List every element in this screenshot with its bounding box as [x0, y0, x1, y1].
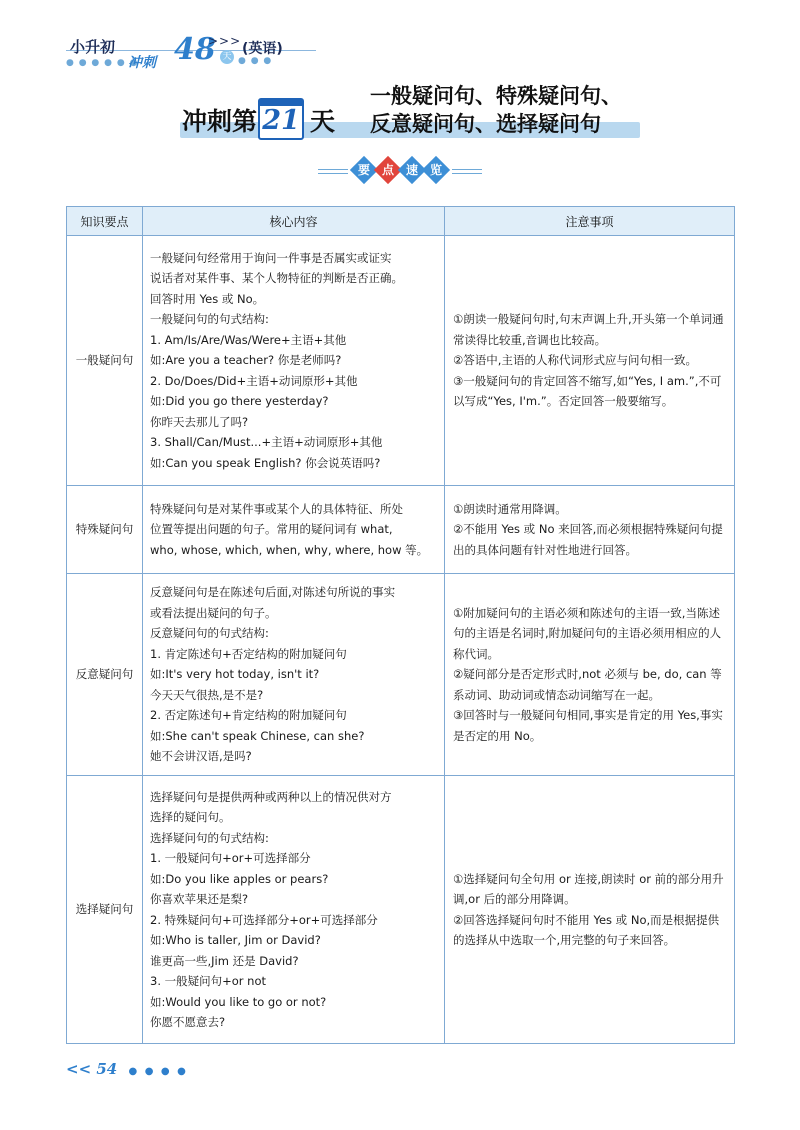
content-line: 选择的疑问句。: [150, 810, 231, 824]
row-notes: [445, 776, 735, 1044]
content-line: 如:Did you go there yesterday?: [150, 394, 329, 409]
knowledge-table: [66, 206, 735, 1044]
content-line: 如:She can't speak Chinese, can she?: [150, 728, 365, 743]
note-item: ②疑问部分是否定形式时,not 必须与 be, do, can 等系动词、助动词或情态动词缩写在一起。: [453, 667, 722, 702]
banner-dash-left: [318, 169, 348, 174]
banner-char: 点: [374, 156, 402, 184]
row-content: [143, 236, 445, 486]
footer-arrows: <<: [66, 1060, 92, 1078]
content-line: 选择疑问句的句式结构:: [150, 830, 269, 845]
row-content: [143, 776, 445, 1044]
header-subject: (英语): [242, 41, 283, 57]
content-line: 说话者对某件事、某个人物特征的判断是否正确。: [150, 271, 403, 286]
content-line: 特殊疑问句是对某件事或某个人的具体特征、所处: [150, 501, 403, 516]
content-line: 一般疑问句的句式结构:: [150, 312, 269, 327]
row-category: 特殊疑问句: [67, 486, 143, 574]
content-line: 1. Am/Is/Are/Was/Were+主语+其他: [150, 332, 347, 347]
title-day-char: 天: [310, 107, 336, 136]
content-line: 一般疑问句经常用于询问一件事是否属实或证实: [150, 250, 392, 265]
title-topic-line1: 一般疑问句、特殊疑问句、: [370, 84, 622, 108]
header-number: 48: [174, 32, 216, 67]
note-item: ③回答时与一般疑问句相同,事实是肯定的用 Yes,事实是否定的用 No。: [453, 708, 723, 743]
table-row: [67, 574, 735, 776]
note-item: ①朗读一般疑问句时,句末声调上升,开头第一个单词通常读得比较重,音调也比较高。: [453, 312, 724, 347]
note-item: ②答语中,主语的人称代词形式应与问句相一致。: [453, 353, 697, 368]
content-line: 你喜欢苹果还是梨?: [150, 892, 249, 906]
row-content: [143, 574, 445, 776]
banner-char: 览: [422, 156, 450, 184]
content-line: who, whose, which, when, why, where, how 等。: [150, 542, 429, 557]
row-category: 选择疑问句: [67, 776, 143, 1044]
content-line: 位置等提出问题的句子。常用的疑问词有 what,: [150, 522, 393, 537]
content-line: 你愿不愿意去?: [150, 1015, 226, 1029]
content-line: 选择疑问句是提供两种或两种以上的情况供对方: [150, 789, 392, 804]
note-item: ①附加疑问句的主语必须和陈述句的主语一致,当陈述句的主语是名词时,附加疑问句的主语必须用相应的人称代词。: [453, 605, 722, 661]
row-category: 反意疑问句: [67, 574, 143, 776]
content-line: 回答时用 Yes 或 No。: [150, 291, 265, 306]
banner-char: 速: [398, 156, 426, 184]
content-line: 3. 一般疑问句+or not: [150, 974, 267, 988]
content-line: 1. 肯定陈述句+否定结构的附加疑问句: [150, 646, 347, 661]
page-number: 54: [96, 1060, 118, 1078]
banner-char: 要: [350, 156, 378, 184]
column-header: 核心内容: [143, 207, 445, 236]
column-header: 知识要点: [67, 207, 143, 236]
content-line: 今天天气很热,是不是?: [150, 687, 264, 702]
row-notes: [445, 236, 735, 486]
content-line: 2. 否定陈述句+肯定结构的附加疑问句: [150, 708, 347, 723]
table-row: [67, 776, 735, 1044]
note-item: ③一般疑问句的肯定回答不缩写,如“Yes, I am.”,不可以写成“Yes, I'm.”。否定回答一般要缩写。: [453, 373, 722, 409]
lesson-title: [170, 84, 640, 148]
row-category: 一般疑问句: [67, 236, 143, 486]
content-line: 2. Do/Does/Did+主语+动词原形+其他: [150, 373, 358, 388]
section-banner: [318, 160, 478, 180]
table-row: [67, 236, 735, 486]
content-line: 她不会讲汉语,是吗?: [150, 749, 252, 764]
content-line: 2. 特殊疑问句+可选择部分+or+可选择部分: [150, 912, 378, 927]
row-content: [143, 486, 445, 574]
content-line: 你昨天去那儿了吗?: [150, 414, 249, 429]
header-dots: ● ● ● ● ● ●: [66, 58, 139, 68]
content-line: 如:Can you speak English? 你会说英语吗?: [150, 455, 381, 470]
content-line: 反意疑问句的句式结构:: [150, 626, 269, 641]
page-footer: [66, 1060, 188, 1078]
content-line: 或看法提出疑问的句子。: [150, 605, 277, 620]
table-header-row: [67, 207, 735, 236]
content-line: 如:Who is taller, Jim or David?: [150, 933, 321, 947]
footer-dots: ● ● ● ●: [128, 1066, 188, 1077]
header-day-badge: 天: [220, 50, 234, 64]
note-item: ②回答选择疑问句时不能用 Yes 或 No,而是根据提供的选择从中选取一个,用完整的句子来回答。: [453, 912, 720, 947]
note-item: ②不能用 Yes 或 No 来回答,而必须根据特殊疑问句提出的具体问题有针对性地进行回答。: [453, 522, 723, 557]
title-day-number: 21: [262, 105, 300, 136]
content-line: 1. 一般疑问句+or+可选择部分: [150, 851, 311, 865]
header-sprint: 冲刺: [128, 55, 156, 71]
content-line: 反意疑问句是在陈述句后面,对陈述句所说的事实: [150, 585, 396, 600]
calendar-icon: [258, 98, 304, 140]
table-row: [67, 486, 735, 574]
row-notes: [445, 574, 735, 776]
title-topic-line2: 反意疑问句、选择疑问句: [370, 112, 601, 136]
content-line: 如:Do you like apples or pears?: [150, 871, 329, 886]
banner-dash-right: [452, 169, 482, 174]
note-item: ①朗读时通常用降调。: [453, 501, 567, 516]
row-notes: [445, 486, 735, 574]
content-line: 如:Would you like to go or not?: [150, 994, 327, 1009]
content-line: 3. Shall/Can/Must...+主语+动词原形+其他: [150, 435, 383, 450]
header-arrows: >>>: [208, 34, 242, 48]
header-dots-right: ● ● ●: [238, 56, 273, 66]
column-header: 注意事项: [445, 207, 735, 236]
book-header: [62, 30, 322, 76]
note-item: ①选择疑问句全句用 or 连接,朗读时 or 前的部分用升调,or 后的部分用降调。: [453, 871, 724, 906]
content-line: 谁更高一些,Jim 还是 David?: [150, 953, 299, 968]
content-line: 如:Are you a teacher? 你是老师吗?: [150, 353, 342, 368]
header-series: 小升初: [70, 38, 116, 56]
title-prefix: 冲刺第: [182, 107, 258, 136]
content-line: 如:It's very hot today, isn't it?: [150, 667, 320, 682]
